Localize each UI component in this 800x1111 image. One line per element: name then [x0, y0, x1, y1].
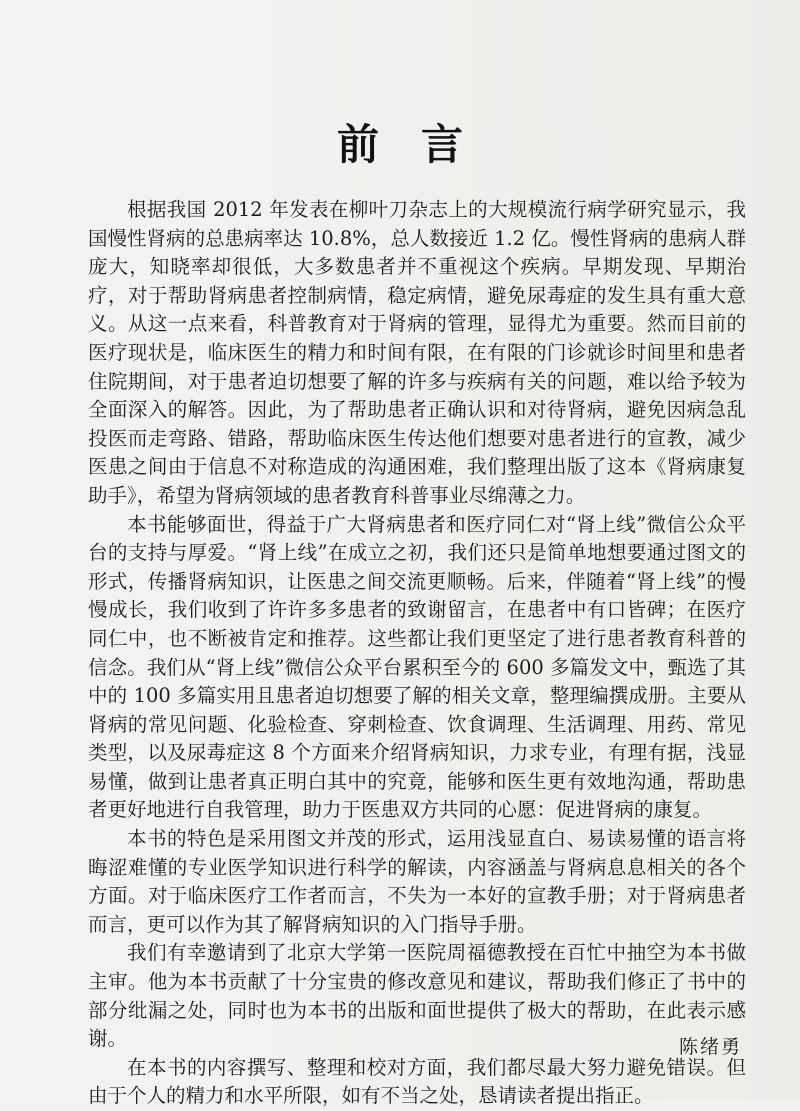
preface-body [88, 196, 746, 1111]
paragraph-2: 本书能够面世，得益于广大肾病患者和医疗同仁对“肾上线”微信公众平台的支持与厚爱。“肾上线”在成立之初，我们还只是简单地想要通过图文的形式，传播肾病知识，让医患之间交流更顺畅。后来，伴随着“肾上线”的慢慢成长，我们收到了许许多多患者的致谢留言，在患者中有口皆碑；在医疗同仁中，也不断被肯定和推荐。这些都让我们更坚定了进行患者教育科普的信念。我们从“肾上线”微信公众平台累积至今的 600 多篇发文中，甄选了其中的 100 多篇实用且患者迫切想要了解的相关文章，整理编撰成册。主要从肾病的常见问题、化验检查、穿刺检查、饮食调理、生活调理、用药、常见类型，以及尿毒症这 8 个方面来介绍肾病知识，力求专业，有理有据，浅显易懂，做到让患者真正明白其中的究竟，能够和医生更有效地沟通，帮助患者更好地进行自我管理，助力于医患双方共同的心愿：促进肾病的康复。 [88, 512, 746, 822]
paragraph-4: 我们有幸邀请到了北京大学第一医院周福德教授在百忙中抽空为本书做主审。他为本书贡献了十分宝贵的修改意见和建议，帮助我们修正了书中的部分纰漏之处，同时也为本书的出版和面世提供了极大的帮助，在此表示感谢。 [88, 941, 746, 1051]
author-signature: 陈绪勇 [678, 1036, 742, 1058]
paragraph-3: 本书的特色是采用图文并茂的形式，运用浅显直白、易读易懂的语言将晦涩难懂的专业医学知识进行科学的解读，内容涵盖与肾病息息相关的各个方面。对于临床医疗工作者而言，不失为一本好的宣教手册；对于肾病患者而言，更可以作为其了解肾病知识的入门指导手册。 [88, 827, 746, 936]
paragraph-1: 根据我国 2012 年发表在柳叶刀杂志上的大规模流行病学研究显示，我国慢性肾病的总患病率达 10.8%，总人数接近 1.2 亿。慢性肾病的患病人群庞大，知晓率却很低，大多数患者并不重视这个疾病。早期发现、早期治疗，对于帮助肾病患者控制病情，稳定病情，避免尿毒症的发生具有重大意义。从这一点来看，科普教育对于肾病的管理，显得尤为重要。然而目前的医疗现状是，临床医生的精力和时间有限，在有限的门诊就诊时间里和患者住院期间，对于患者迫切想要了解的许多与疾病有关的问题，难以给予较为全面深入的解答。因此，为了帮助患者正确认识和对待肾病，避免因病急乱投医而走弯路、错路，帮助临床医生传达他们想要对患者进行的宣教，减少医患之间由于信息不对称造成的沟通困难，我们整理出版了这本《肾病康复助手》，希望为肾病领域的患者教育科普事业尽绵薄之力。 [88, 198, 746, 507]
page-title: 前言 [336, 120, 505, 169]
paragraph-5: 在本书的内容撰写、整理和校对方面，我们都尽最大努力避免错误。但由于个人的精力和水平所限，如有不当之处，恳请读者提出指正。 [88, 1055, 746, 1108]
